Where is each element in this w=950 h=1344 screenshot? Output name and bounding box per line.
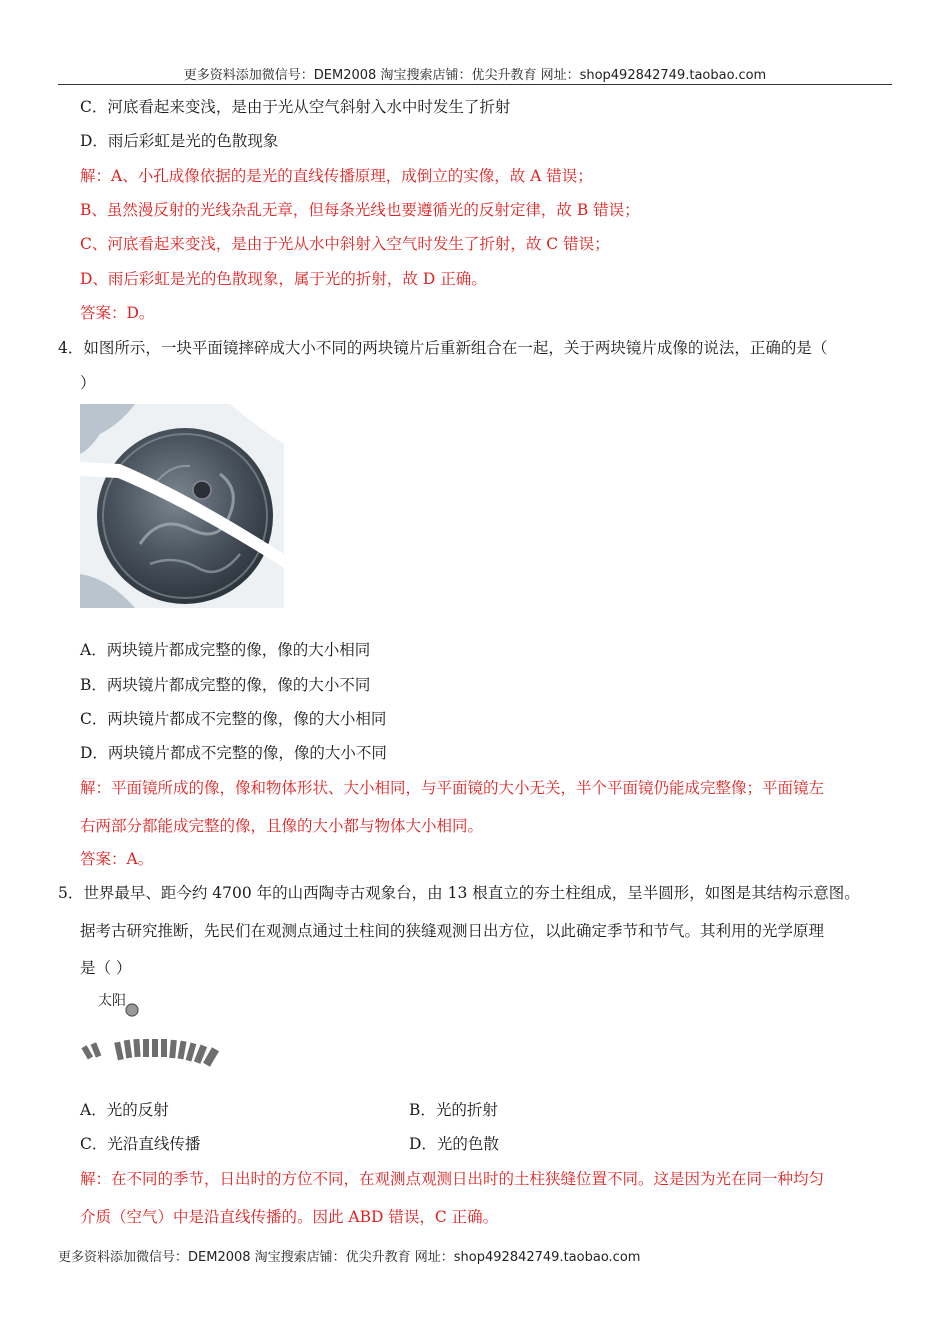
q3-option-c: C．河底看起来变浅，是由于光从空气斜射入水中时发生了折射 xyxy=(80,98,511,116)
q4-stem-line-2: ） xyxy=(80,374,96,392)
header-divider xyxy=(58,84,892,85)
q4-option-c: C．两块镜片都成不完整的像，像的大小相同 xyxy=(80,710,387,728)
q4-option-d: D．两块镜片都成不完整的像，像的大小不同 xyxy=(80,744,387,762)
q3-solution-line-1: 解：A、小孔成像依据的是光的直线传播原理，成倒立的实像，故 A 错误； xyxy=(80,167,593,185)
q5-stem-line-3: 是（ ） xyxy=(80,959,132,977)
q3-solution-line-2: B、虽然漫反射的光线杂乱无章，但每条光线也要遵循光的反射定律，故 B 错误； xyxy=(80,201,640,219)
q5-stem-line-1: 5．世界最早、距今约 4700 年的山西陶寺古观象台，由 13 根直立的夯土柱组成，呈半圆形，如图是其结构示意图。 xyxy=(58,884,860,902)
broken-mirror-image xyxy=(80,404,284,608)
q5-option-d: D．光的色散 xyxy=(409,1135,499,1153)
q3-solution-line-3: C、河底看起来变浅，是由于光从水中斜射入空气时发生了折射，故 C 错误； xyxy=(80,235,610,253)
q4-solution-line-2: 右两部分都能成完整的像，且像的大小都与物体大小相同。 xyxy=(80,817,484,835)
q5-option-b: B．光的折射 xyxy=(409,1101,498,1119)
q4-option-b: B．两块镜片都成完整的像，像的大小不同 xyxy=(80,676,371,694)
q4-option-a: A．两块镜片都成完整的像，像的大小相同 xyxy=(80,641,371,659)
sun-icon xyxy=(126,1004,138,1016)
q5-solution-line-2: 介质（空气）中是沿直线传播的。因此 ABD 错误，C 正确。 xyxy=(80,1208,499,1226)
q5-option-a: A．光的反射 xyxy=(80,1101,169,1119)
q3-answer: 答案：D。 xyxy=(80,304,155,322)
q3-solution-line-4: D、雨后彩虹是光的色散现象，属于光的折射，故 D 正确。 xyxy=(80,270,487,288)
q5-solution-line-1: 解：在不同的季节，日出时的方位不同，在观测点观测日出时的土柱狭缝位置不同。这是因为光在同一种均匀 xyxy=(80,1170,825,1188)
q5-stem-line-2: 据考古研究推断，先民们在观测点通过土柱间的狭缝观测日出方位，以此确定季节和节气。其利用的光学原理 xyxy=(80,922,825,940)
page-header: 更多资料添加微信号：DEM2008 淘宝搜索店铺：优尖升教育 网址：shop492842749.taobao.com xyxy=(183,68,767,83)
q5-option-c: C．光沿直线传播 xyxy=(80,1135,201,1153)
observatory-diagram xyxy=(80,990,240,1080)
q4-solution-line-1: 解：平面镜所成的像，像和物体形状、大小相同，与平面镜的大小无关，半个平面镜仍能成完整像；平面镜左 xyxy=(80,779,825,797)
earth-pillars xyxy=(81,1039,219,1067)
q4-stem-line-1: 4．如图所示，一块平面镜摔碎成大小不同的两块镜片后重新组合在一起，关于两块镜片成像的说法，正确的是（ xyxy=(58,339,828,357)
q4-answer: 答案：A。 xyxy=(80,850,154,868)
page-footer: 更多资料添加微信号：DEM2008 淘宝搜索店铺：优尖升教育 网址：shop492842749.taobao.com xyxy=(58,1250,641,1265)
q3-option-d: D．雨后彩虹是光的色散现象 xyxy=(80,132,279,150)
sun-label: 太阳 xyxy=(98,993,126,1009)
